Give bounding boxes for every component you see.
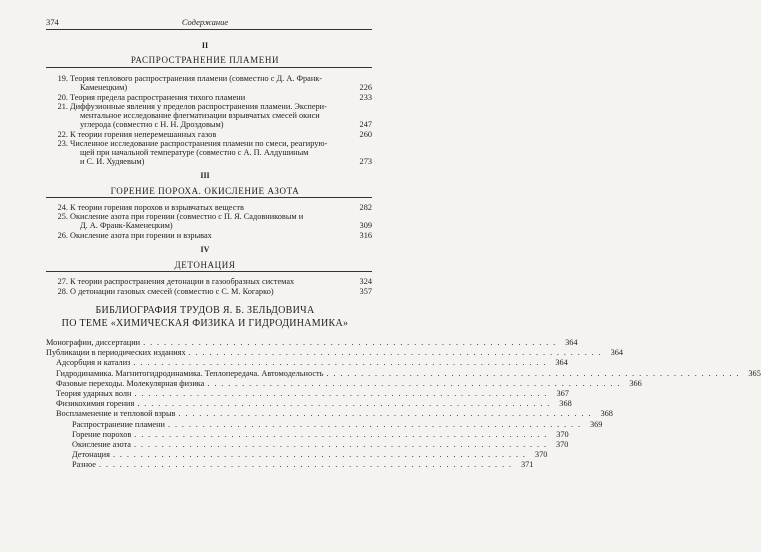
dot-leader: . . . . . . . . . . . . . . . . . . . . . . . . . . . . . . . . . . . . . . . . . . . . . . . . . . . . . . . . . . . . bbox=[188, 348, 603, 358]
bibliography-subtitle: ПО ТЕМЕ «ХИМИЧЕСКАЯ ФИЗИКА И ГИДРОДИНАМИКА» bbox=[61, 318, 349, 329]
entry-page: 324 bbox=[359, 277, 372, 286]
entry-number: 28. bbox=[57, 287, 68, 296]
entry-title-line: ментальное исследование флегматизации взрывчатых смесей окиси bbox=[80, 111, 320, 120]
dot-leader: . . . . . . . . . . . . . . . . . . . . . . . . . . . . . . . . . . . . . . . . . . . . . . . . . . . . . . . . . . . . bbox=[178, 409, 592, 419]
dot-leader: . . . . . . . . . . . . . . . . . . . . . . . . . . . . . . . . . . . . . . . . . . . . . . . . . . . . . . . . . . . . bbox=[207, 378, 621, 388]
entry-page: 273 bbox=[359, 157, 372, 166]
entry-page: 233 bbox=[359, 93, 372, 102]
bibliography-entry-title: Разное bbox=[72, 460, 96, 470]
bibliography-entry bbox=[72, 460, 534, 470]
bibliography-entry bbox=[56, 409, 613, 419]
section-numeral: IV bbox=[200, 245, 210, 254]
entry-title-line: Численное исследование распространения пламени по смеси, реагирую- bbox=[70, 139, 328, 148]
dot-leader: . . . . . . . . . . . . . . . . . . . . . . . . . . . . . . . . . . . . . . . . . . . . . . . . . . . . . . . . . . . . bbox=[133, 358, 547, 368]
dot-leader: . . . . . . . . . . . . . . . . . . . . . . . . . . . . . . . . . . . . . . . . . . . . . . . . . . . . . . . . . . . . bbox=[98, 460, 513, 470]
bibliography-entry-title: Гидродинамика. Магнитогидродинамика. Теплопередача. Автомодельность bbox=[56, 368, 324, 378]
entry-title-line: Диффузионные явления у пределов распространения пламени. Экспери- bbox=[70, 102, 327, 111]
running-title: Содержание bbox=[181, 17, 229, 27]
bibliography-entry bbox=[56, 368, 761, 379]
entry-number: 23. bbox=[57, 139, 68, 148]
bibliography-entry-page: 368 bbox=[559, 399, 572, 409]
dot-leader: . . . . . . . . . . . . . . . . . . . . . . . . . . . . . . . . . . . . . . . . . . . . . . . . . . . . . . . . . . . . bbox=[112, 450, 527, 460]
entry-title-line: К теории горения неперемешанных газов bbox=[70, 130, 217, 139]
bibliography-entry-title: Адсорбция и катализ bbox=[56, 358, 131, 368]
dot-leader: . . . . . . . . . . . . . . . . . . . . . . . . . . . . . . . . . . . . . . . . . . . . . . . . . . . . . . . . . . . . bbox=[134, 389, 548, 398]
section-title: ГОРЕНИЕ ПОРОХА. ОКИСЛЕНИЕ АЗОТА bbox=[110, 186, 300, 196]
section-numeral: III bbox=[200, 171, 210, 180]
bibliography-entry-page: 365 bbox=[748, 368, 761, 378]
entry-number: 21. bbox=[57, 102, 68, 111]
bibliography-entry bbox=[72, 450, 548, 460]
dot-leader: . . . . . . . . . . . . . . . . . . . . . . . . . . . . . . . . . . . . . . . . . . . . . . . . . . . . . . . . . . . . bbox=[168, 419, 582, 429]
bibliography-title: БИБЛИОГРАФИЯ ТРУДОВ Я. Б. ЗЕЛЬДОВИЧА bbox=[95, 305, 315, 316]
bibliography-entry-title: Горение порохов bbox=[72, 429, 132, 439]
bibliography-entry-page: 370 bbox=[556, 429, 569, 439]
section-title: ДЕТОНАЦИЯ bbox=[174, 260, 236, 270]
section-rule bbox=[46, 271, 372, 272]
entry-number: 25. bbox=[57, 212, 68, 221]
bibliography-entry-page: 368 bbox=[600, 409, 613, 419]
bibliography-entry-title: Детонация bbox=[72, 450, 110, 460]
entry-title-line: щей при начальной температуре (совместно с А. П. Алдушиным bbox=[80, 148, 309, 157]
bibliography-entry bbox=[72, 440, 569, 450]
entry-page: 309 bbox=[359, 221, 372, 230]
bibliography-entry bbox=[56, 399, 572, 409]
bibliography-entry-title: Фазовые переходы. Молекулярная физика bbox=[56, 378, 205, 388]
entry-page: 316 bbox=[359, 231, 372, 240]
dot-leader: . . . . . . . . . . . . . . . . . . . . . . . . . . . . . . . . . . . . . . . . . . . . . . . . . . . . . . . . . . . . bbox=[133, 440, 548, 449]
entry-title-line: Теория теплового распространения пламени (совместно с Д. А. Франк- bbox=[70, 74, 323, 83]
bibliography-entry-title: Теория ударных волн bbox=[56, 389, 132, 398]
bibliography-entry-title: Окисление азота bbox=[72, 440, 131, 449]
entry-number: 26. bbox=[57, 231, 68, 240]
entry-number: 22. bbox=[57, 130, 68, 139]
entry-number: 19. bbox=[57, 74, 68, 83]
bibliography-entry-title: Воспламенение и тепловой взрыв bbox=[56, 409, 176, 419]
entry-page: 260 bbox=[359, 130, 372, 139]
bibliography-entry-page: 367 bbox=[556, 389, 569, 398]
page-number: 374 bbox=[46, 17, 59, 27]
bibliography-entry-page: 364 bbox=[565, 338, 578, 347]
entry-page: 247 bbox=[359, 120, 372, 129]
bibliography-entry-page: 364 bbox=[610, 348, 624, 358]
entry-title-line: Д. А. Франк-Каменецким) bbox=[80, 221, 173, 230]
bibliography-entry-title: Публикации в периодических изданиях bbox=[46, 348, 186, 358]
section-numeral: II bbox=[201, 41, 209, 50]
bibliography-entry-page: 370 bbox=[534, 450, 548, 460]
bibliography-entry bbox=[56, 389, 569, 399]
entry-title-line: и С. И. Худяевым) bbox=[80, 157, 145, 166]
entry-title-line: К теории распространения детонации в газообразных системах bbox=[70, 277, 295, 286]
entry-title-line: углерода (совместно с Н. Н. Дроздовым) bbox=[80, 120, 224, 129]
entry-number: 24. bbox=[57, 203, 68, 212]
entry-title-line: О детонации газовых смесей (совместно с С. М. Когарко) bbox=[70, 287, 274, 296]
header-rule bbox=[46, 29, 372, 30]
section-rule bbox=[46, 67, 372, 68]
bibliography-entry-page: 366 bbox=[629, 378, 642, 388]
entry-title-line: Окисление азота при горении и взрывах bbox=[70, 231, 212, 240]
bibliography-entry bbox=[46, 348, 624, 358]
bibliography-entry-page: 369 bbox=[589, 419, 603, 429]
dot-leader: . . . . . . . . . . . . . . . . . . . . . . . . . . . . . . . . . . . . . . . . . . . . . . . . . . . . . . . . . . . . bbox=[134, 429, 548, 439]
bibliography-entry-title: Распространение пламени bbox=[72, 419, 165, 429]
bibliography-entry bbox=[72, 419, 603, 430]
section-title: РАСПРОСТРАНЕНИЕ ПЛАМЕНИ bbox=[130, 55, 280, 65]
entry-page: 226 bbox=[359, 83, 372, 92]
bibliography-entry-page: 370 bbox=[555, 440, 569, 449]
bibliography-entry bbox=[72, 429, 569, 440]
bibliography-entry-title: Монографии, диссертации bbox=[46, 338, 141, 347]
entry-number: 20. bbox=[57, 93, 68, 102]
bibliography-entry bbox=[56, 358, 568, 368]
entry-page: 357 bbox=[359, 287, 372, 296]
dot-leader: . . . . . . . . . . . . . . . . . . . . . . . . . . . . . . . . . . . . . . . . . . . . . . . . . . . . . . . . . . . . bbox=[326, 368, 740, 378]
entry-number: 27. bbox=[57, 277, 68, 286]
bibliography-entry bbox=[46, 338, 578, 348]
dot-leader: . . . . . . . . . . . . . . . . . . . . . . . . . . . . . . . . . . . . . . . . . . . . . . . . . . . . . . . . . . . . bbox=[143, 338, 557, 347]
bibliography-entry bbox=[56, 378, 642, 389]
bibliography-entry-page: 371 bbox=[520, 460, 534, 470]
entry-title-line: Каменецким) bbox=[80, 83, 128, 92]
entry-title-line: Теория предела распространения тихого пламени bbox=[70, 93, 246, 102]
section-rule bbox=[46, 197, 372, 198]
entry-title-line: К теории горения порохов и взрывчатых веществ bbox=[70, 203, 244, 212]
entry-title-line: Окисление азота при горении (совместно с П. Я. Садовниковым и bbox=[70, 212, 304, 221]
entry-page: 282 bbox=[359, 203, 372, 212]
bibliography-entry-page: 364 bbox=[555, 358, 568, 368]
bibliography-entry-title: Физикохимия горения bbox=[56, 399, 135, 409]
dot-leader: . . . . . . . . . . . . . . . . . . . . . . . . . . . . . . . . . . . . . . . . . . . . . . . . . . . . . . . . . . . . bbox=[137, 399, 551, 409]
